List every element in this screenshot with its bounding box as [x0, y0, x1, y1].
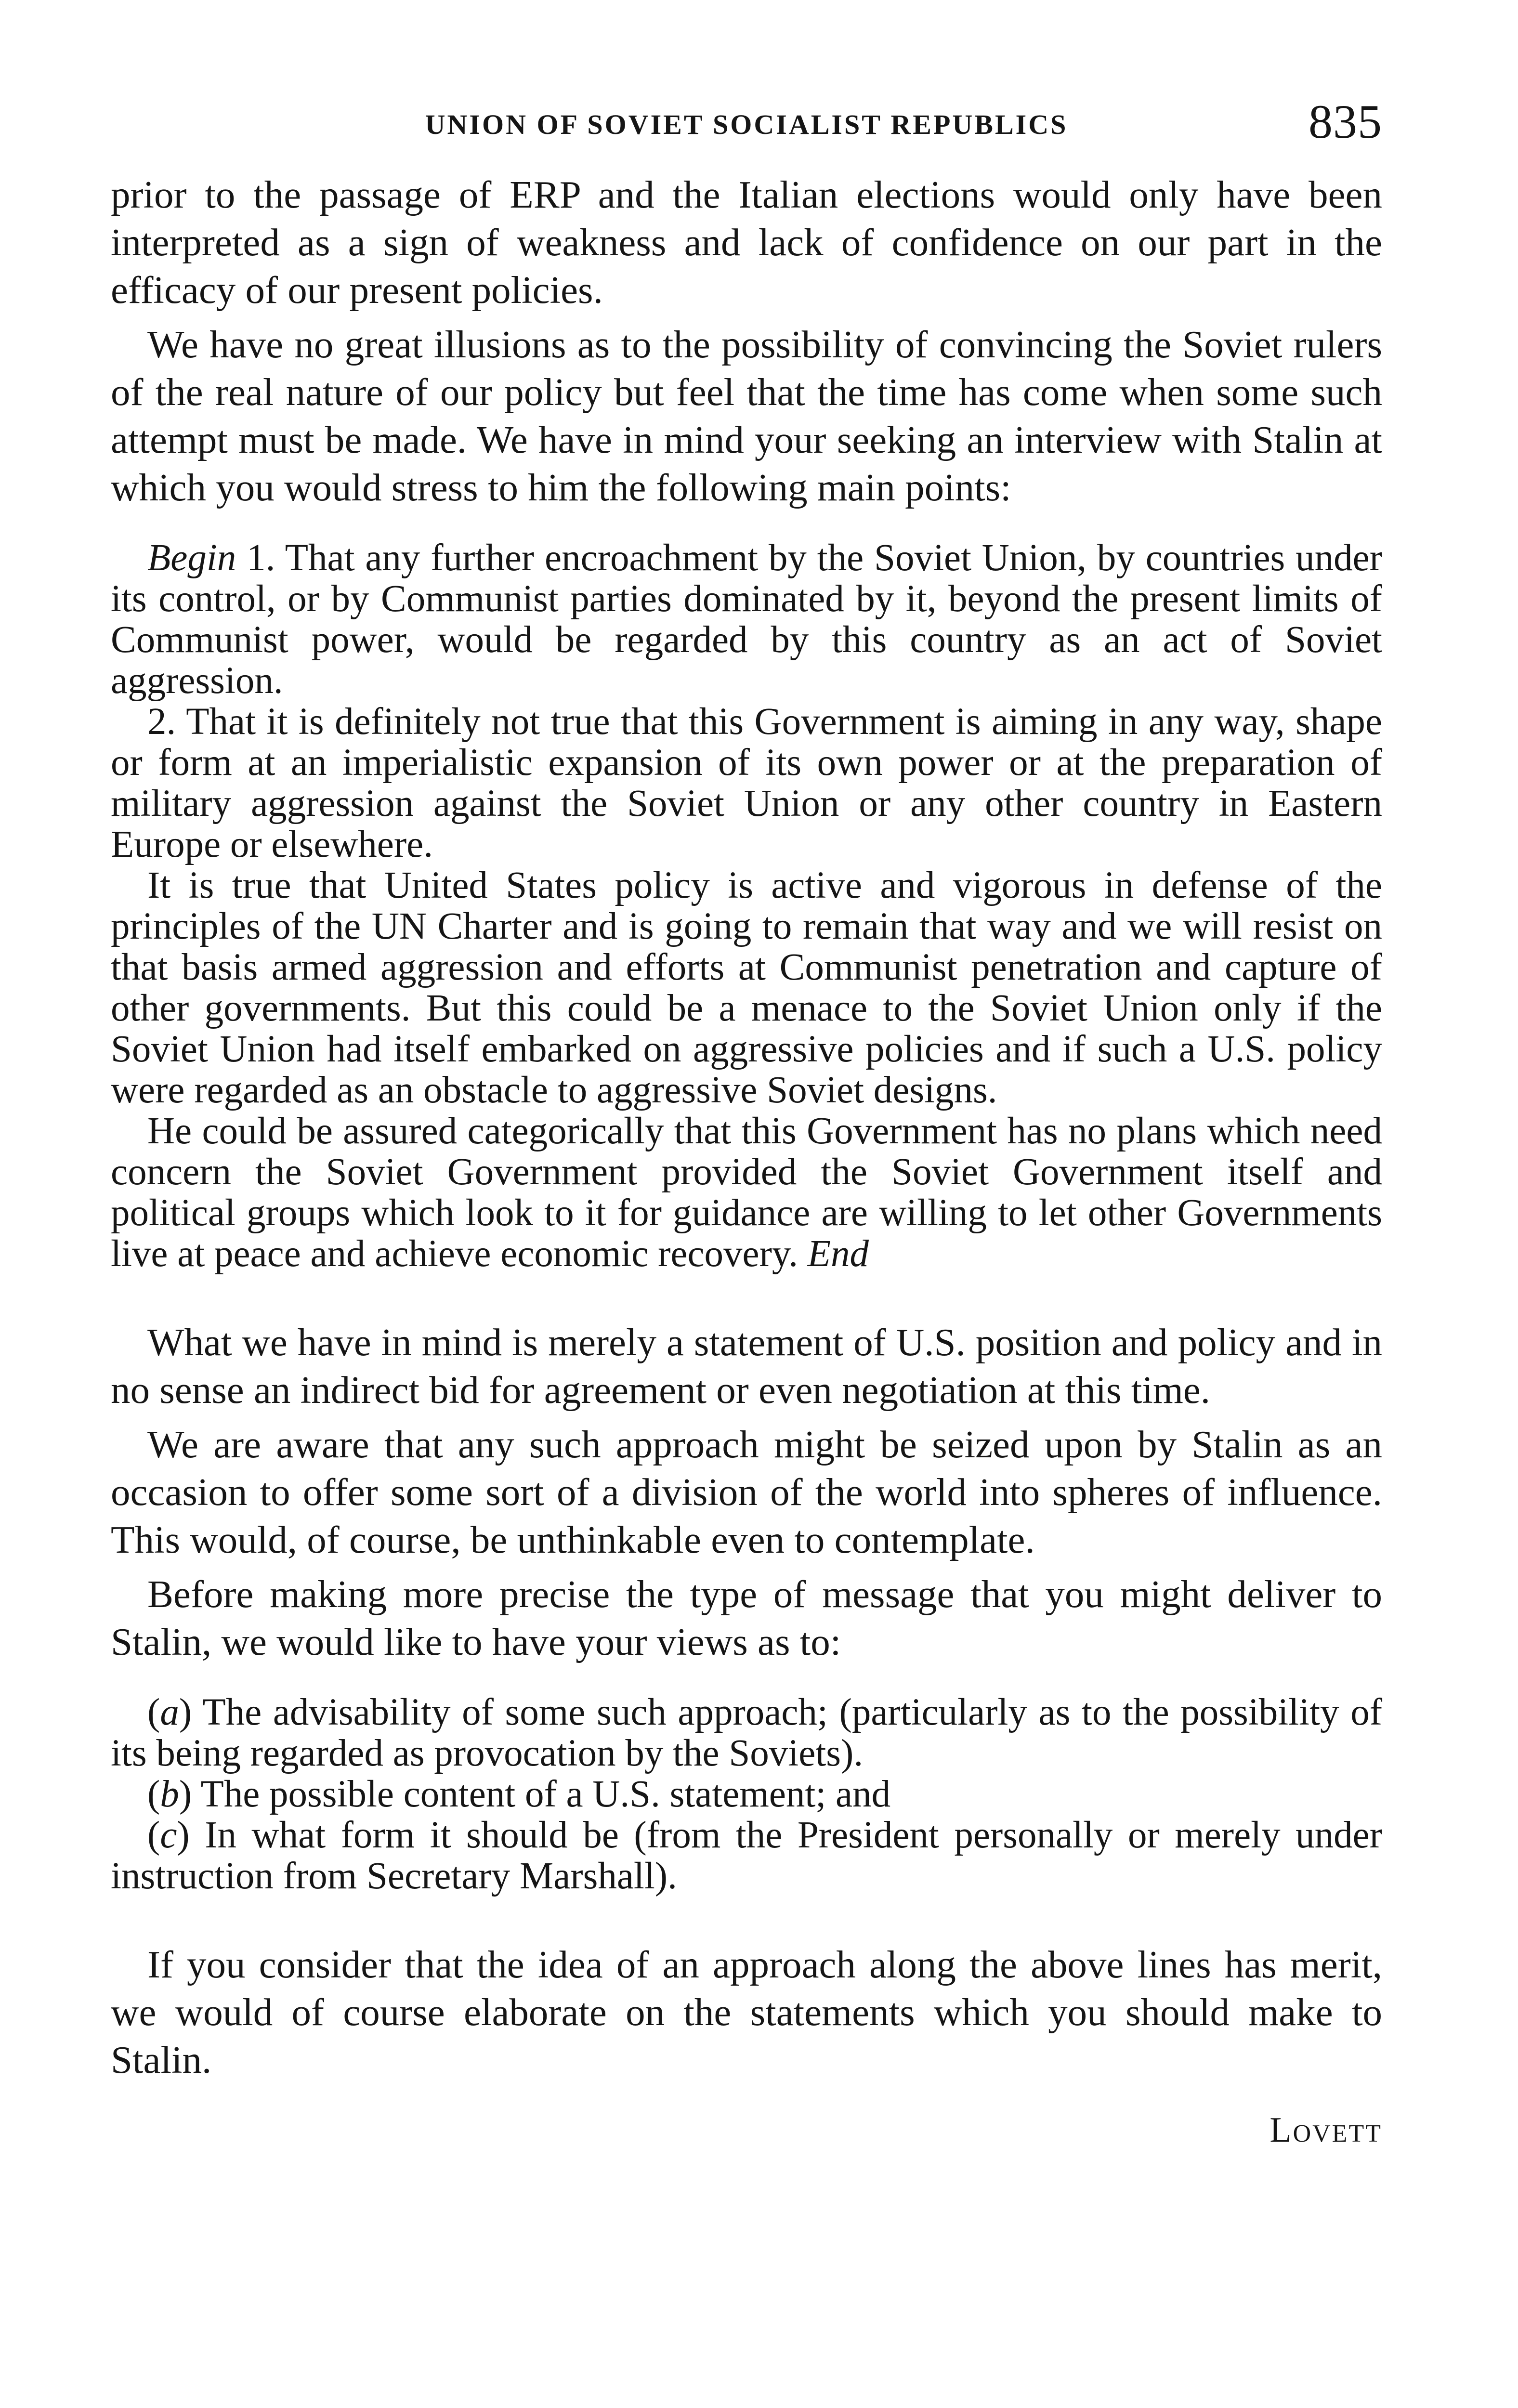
- views-list: [111, 1692, 1382, 1897]
- list-item: (c) In what form it should be (from the President personally or merely under instruction from Secretary Marshall).: [111, 1814, 1382, 1897]
- quote-text: He could be assured categorically that this Government has no plans which need concern the Soviet Government provided the Soviet Government itself and political groups which look to it for guidance are willing to let other Governments live at peace and achieve economic recovery.: [111, 1110, 1382, 1275]
- page-header: [111, 94, 1382, 161]
- list-text: The possible content of a U.S. statement; and: [192, 1773, 891, 1815]
- list-label: b: [160, 1773, 179, 1815]
- list-label: c: [160, 1814, 177, 1856]
- paragraph: If you consider that the idea of an approach along the above lines has merit, we would of course elaborate on the statements which you should make to Stalin.: [111, 1943, 1382, 2081]
- signature: Lovett: [1269, 2110, 1382, 2150]
- list-text: The advisability of some such approach; (particularly as to the possibility of its being regarded as provocation by the Soviets).: [111, 1691, 1382, 1774]
- quote-text: 1. That any further encroachment by the Soviet Union, by countries under its control, or by Communist parties dominated by it, beyond the present limits of Communist power, would be regarded by this country as an act of Soviet aggression.: [111, 537, 1382, 702]
- list-text: In what form it should be (from the President personally or merely under instruction from Secretary Marshall).: [111, 1814, 1382, 1897]
- list-item: (a) The advisability of some such approach; (particularly as to the possibility of its being regarded as provocation by the Soviets).: [111, 1691, 1382, 1774]
- quoted-instructions: [111, 537, 1382, 1274]
- paragraph: prior to the passage of ERP and the Italian elections would only have been interpreted as a sign of weakness and lack of confidence on our part in the efficacy of our present policies.: [111, 173, 1382, 312]
- paragraph: We are aware that any such approach might be seized upon by Stalin as an occasion to offer some sort of a division of the world into spheres of influence. This would, of course, be unthinkable even to contemplate.: [111, 1423, 1382, 1561]
- begin-marker: Begin: [147, 537, 236, 579]
- quote-paragraph: [111, 1111, 1382, 1274]
- running-head: UNION OF SOVIET SOCIALIST REPUBLICS: [425, 109, 1068, 140]
- quote-paragraph: [111, 537, 1382, 701]
- document-text: [111, 171, 1382, 2151]
- quote-paragraph: 2. That it is definitely not true that this Government is aiming in any way, shape or form at an imperialistic expansion of its own power or at the preparation of military aggression against the Soviet Union or any other country in Eastern Europe or elsewhere.: [111, 701, 1382, 865]
- page-number: 835: [1309, 95, 1382, 148]
- paragraph: We have no great illusions as to the possibility of convincing the Soviet rulers of the real nature of our policy but feel that the time has come when some such attempt must be made. We have in mind your seeking an interview with Stalin at which you would stress to him the following main points:: [111, 323, 1382, 509]
- list-item: (b) The possible content of a U.S. statement; and: [147, 1773, 891, 1815]
- paragraph: What we have in mind is merely a statement of U.S. position and policy and in no sense an indirect bid for agreement or even negotiation at this time.: [111, 1321, 1382, 1412]
- paragraph: Before making more precise the type of message that you might deliver to Stalin, we would like to have your views as to:: [111, 1572, 1382, 1663]
- end-marker: End: [807, 1233, 869, 1275]
- quote-paragraph: It is true that United States policy is active and vigorous in defense of the principles of the UN Charter and is going to remain that way and we will resist on that basis armed aggression and efforts at Communist penetration and capture of other governments. But this could be a menace to the Soviet Union only if the Soviet Union had itself embarked on aggressive policies and if such a U.S. policy were regarded as an obstacle to aggressive Soviet designs.: [111, 864, 1382, 1111]
- list-label: a: [160, 1691, 179, 1733]
